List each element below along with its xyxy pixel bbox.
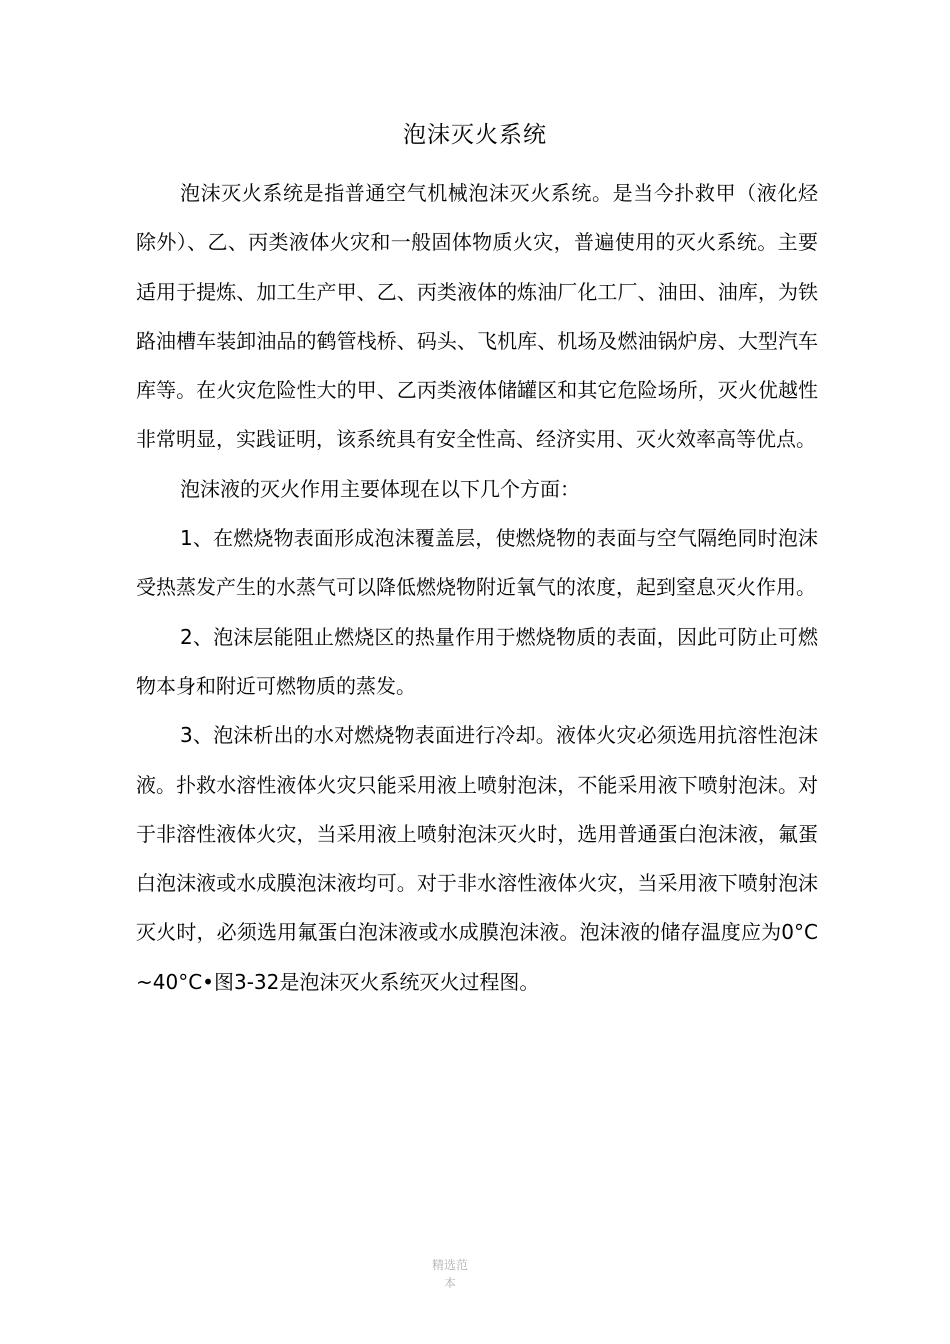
footer-line-2: 本 xyxy=(443,1276,456,1290)
footer-line-1: 精选范 xyxy=(431,1258,468,1272)
paragraph-intro: 泡沫灭火系统是指普通空气机械泡沫灭火系统。是当今扑救甲（液化烃除外）、乙、丙类液体火灾和一般固体物质火灾，普遍使用的灭火系统。主要适用于提炼、加工生产甲、乙、丙类液体的炼油厂化工厂、油田、油库，为铁路油槽车装卸油品的鹤管栈桥、码头、飞机库、机场及燃油锅炉房、大型汽车库等。在火灾危险性大的甲、乙丙类液体储罐区和其它危险场所，灭火优越性非常明显，实践证明，该系统具有安全性高、经济实用、灭火效率高等优点。 xyxy=(136,181,818,452)
paragraph-point-1: 1、在燃烧物表面形成泡沫覆盖层，使燃烧物的表面与空气隔绝同时泡沫受热蒸发产生的水蒸气可以降低燃烧物附近氧气的浓度，起到窒息灭火作用。 xyxy=(136,526,818,600)
paragraph-lead: 泡沫液的灭火作用主要体现在以下几个方面： xyxy=(180,476,580,501)
page-footer xyxy=(425,1256,475,1292)
page-title: 泡沫灭火系统 xyxy=(403,122,547,148)
body-text xyxy=(136,169,818,1007)
paragraph-point-3: 3、泡沫析出的水对燃烧物表面进行冷却。液体火灾必须选用抗溶性泡沫液。扑救水溶性液体火灾只能采用液上喷射泡沫，不能采用液下喷射泡沫。对于非溶性液体火灾，当采用液上喷射泡沫灭火时，选用普通蛋白泡沫液，氟蛋白泡沫液或水成膜泡沫液均可。对于非水溶性液体火灾，当采用液下喷射泡沫灭火时，必须选用氟蛋白泡沫液或水成膜泡沫液。泡沫液的储存温度应为0°C~40°C•图3-32是泡沫灭火系统灭火过程图。 xyxy=(136,723,818,994)
paragraph-point-2: 2、泡沫层能阻止燃烧区的热量作用于燃烧物质的表面，因此可防止可燃物本身和附近可燃物质的蒸发。 xyxy=(136,624,818,698)
